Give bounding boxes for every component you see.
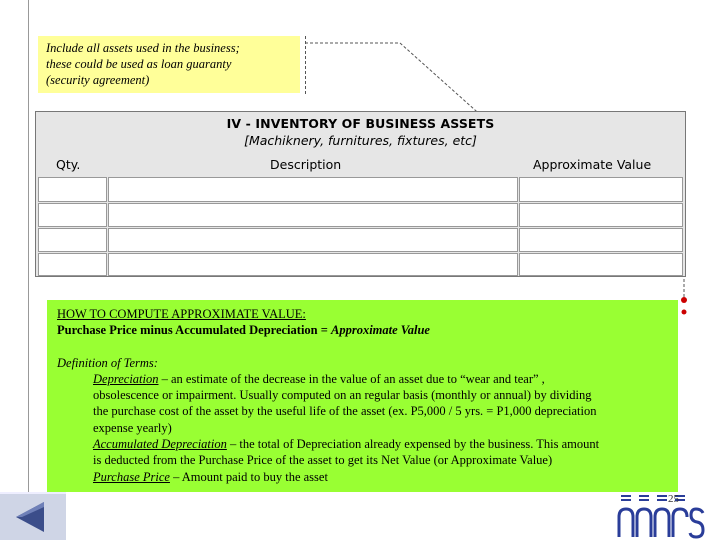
definition-purchase-price — [57, 469, 678, 485]
note-line: (security agreement) — [46, 73, 150, 87]
spacer — [57, 339, 678, 355]
table-cell-qty[interactable] — [38, 253, 107, 276]
table-cell-value[interactable] — [519, 203, 683, 227]
table-cell-value[interactable] — [519, 177, 683, 202]
inventory-table — [35, 111, 686, 277]
inventory-subtitle: [Machiknery, furnitures, fixtures, etc] — [244, 133, 477, 148]
note-line: these could be used as loan guaranty — [46, 57, 232, 71]
col-header-value: Approximate Value — [533, 157, 652, 172]
col-header-description: Description — [270, 157, 342, 172]
table-cell-description[interactable] — [108, 228, 518, 252]
compute-heading: HOW TO COMPUTE APPROXIMATE VALUE: — [57, 307, 306, 321]
table-cell-qty[interactable] — [38, 228, 107, 252]
compute-formula — [57, 322, 678, 338]
definition-line: expense yearly) — [93, 420, 172, 435]
back-arrow-icon — [0, 494, 66, 540]
table-cell-description[interactable] — [108, 253, 518, 276]
table-cell-qty[interactable] — [38, 177, 107, 202]
back-button[interactable] — [0, 492, 66, 540]
table-cell-value[interactable] — [519, 253, 683, 276]
connector-dot — [682, 310, 687, 315]
col-header-qty: Qty. — [56, 157, 81, 172]
purchase-price-text: – Amount paid to buy the asset — [169, 469, 328, 484]
formula-result: Approximate Value — [331, 323, 430, 338]
definitions-box — [47, 300, 678, 492]
definitions-heading: Definition of Terms: — [57, 355, 158, 370]
table-cell-description[interactable] — [108, 203, 518, 227]
term-accumulated-depreciation: Accumulated Depreciation — [93, 437, 227, 452]
table-cell-description[interactable] — [108, 177, 518, 202]
formula-main: Purchase Price minus Accumulated Depreciation = — [57, 323, 331, 338]
definition-line: obsolescence or impairment. Usually computed on an regular basis (monthly or annual) by dividing — [93, 388, 592, 403]
depreciation-text: – an estimate of the decrease in the value of an asset due to “wear and tear” , — [158, 371, 545, 386]
accumulated-text: – the total of Depreciation already expensed by the business. This amount — [226, 437, 600, 452]
connector-dot — [681, 297, 687, 303]
inventory-title: IV - INVENTORY OF BUSINESS ASSETS — [226, 116, 495, 131]
organization-logo-icon — [615, 493, 707, 539]
term-depreciation: Depreciation — [93, 371, 159, 386]
note-line: Include all assets used in the business; — [46, 41, 240, 55]
definition-line: is deducted from the Purchase Price of the asset to get its Net Value (or Approximate Value) — [93, 453, 553, 468]
term-purchase-price: Purchase Price — [93, 469, 170, 484]
definition-line: the purchase cost of the asset by the useful life of the asset (ex. P5,000 / 5 yrs. = P1,000 depreciation — [93, 404, 597, 419]
table-cell-qty[interactable] — [38, 203, 107, 227]
definition-accumulated — [57, 436, 678, 452]
table-cell-value[interactable] — [519, 228, 683, 252]
definition-depreciation — [57, 371, 678, 387]
page-number: 25 — [668, 493, 679, 505]
